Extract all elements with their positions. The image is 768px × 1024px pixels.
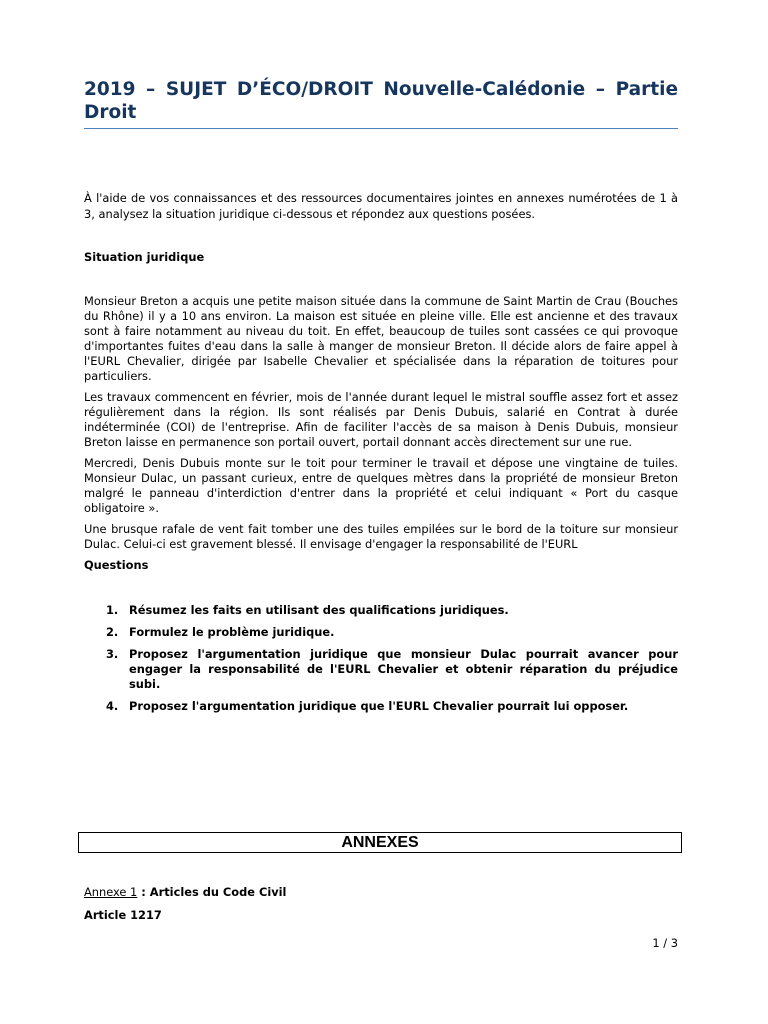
question-text: Proposez l'argumentation juridique que l'EURL Chevalier pourrait lui opposer. — [129, 699, 629, 713]
situation-paragraph: Monsieur Breton a acquis une petite maison située dans la commune de Saint Martin de Crau (Bouches du Rhône) il y a 10 ans environ. La maison est située en pleine ville. Elle est ancienne et des travaux sont à faire notamment au niveau du toit. En effet, beaucoup de tuiles sont cassées ce qui provoque d'importantes fuites d'eau dans la salle à manger de monsieur Breton. Il décide alors de faire appel à l'EURL Chevalier, dirigée par Isabelle Chevalier et spécialisée dans la réparation de toitures pour particuliers. — [84, 294, 678, 383]
situation-paragraph: Mercredi, Denis Dubuis monte sur le toit pour terminer le travail et dépose une vingtaine de tuiles. Monsieur Dulac, un passant curieux, entre de quelques mètres dans la propriété de monsieur Breton malgré le panneau d'interdiction d'entrer dans la propriété et celui indiquant « Port du casque obligatoire ». — [84, 456, 678, 515]
question-text: Proposez l'argumentation juridique que monsieur Dulac pourrait avancer pour engager la responsabilité de l'EURL Chevalier et obtenir réparation du préjudice subi. — [129, 647, 678, 691]
question-item — [84, 699, 678, 714]
question-number: 4. — [106, 699, 119, 713]
document-title: 2019 – SUJET D’ÉCO/DROIT Nouvelle-Calédonie – Partie Droit — [84, 79, 678, 123]
question-item — [84, 603, 678, 618]
situation-body — [84, 294, 678, 558]
question-number: 1. — [106, 603, 119, 617]
annexe-1-heading — [84, 885, 286, 900]
annexe-1-title: : Articles du Code Civil — [137, 885, 287, 899]
page-number: 1 / 3 — [652, 936, 678, 950]
situation-paragraph: Une brusque rafale de vent fait tomber une des tuiles empilées sur le bord de la toiture sur monsieur Dulac. Celui-ci est gravement blessé. Il envisage d'engager la responsabilité de l'EURL — [84, 522, 678, 551]
title-underline — [84, 128, 678, 129]
question-item — [84, 625, 678, 640]
article-heading: Article 1217 — [84, 908, 162, 922]
questions-list — [84, 603, 678, 721]
intro-paragraph: À l'aide de vos connaissances et des ressources documentaires jointes en annexes numérotées de 1 à 3, analysez la situation juridique ci-dessous et répondez aux questions posées. — [84, 191, 678, 221]
question-number: 2. — [106, 625, 119, 639]
annexe-1-label: Annexe 1 — [84, 885, 138, 899]
question-item — [84, 647, 678, 692]
annexes-title-box: ANNEXES — [78, 832, 682, 853]
question-number: 3. — [106, 647, 119, 661]
questions-heading: Questions — [84, 558, 149, 572]
question-text: Formulez le problème juridique. — [129, 625, 335, 639]
situation-paragraph: Les travaux commencent en février, mois de l'année durant lequel le mistral souffle assez fort et assez régulièrement dans la région. Ils sont réalisés par Denis Dubuis, salarié en Contrat à durée indéterminée (COI) de l'entreprise. Afin de faciliter l'accès de sa maison à Denis Dubuis, monsieur Breton laisse en permanence son portail ouvert, portail donnant accès directement sur une rue. — [84, 390, 678, 449]
question-text: Résumez les faits en utilisant des qualifications juridiques. — [129, 603, 509, 617]
situation-heading: Situation juridique — [84, 250, 205, 264]
